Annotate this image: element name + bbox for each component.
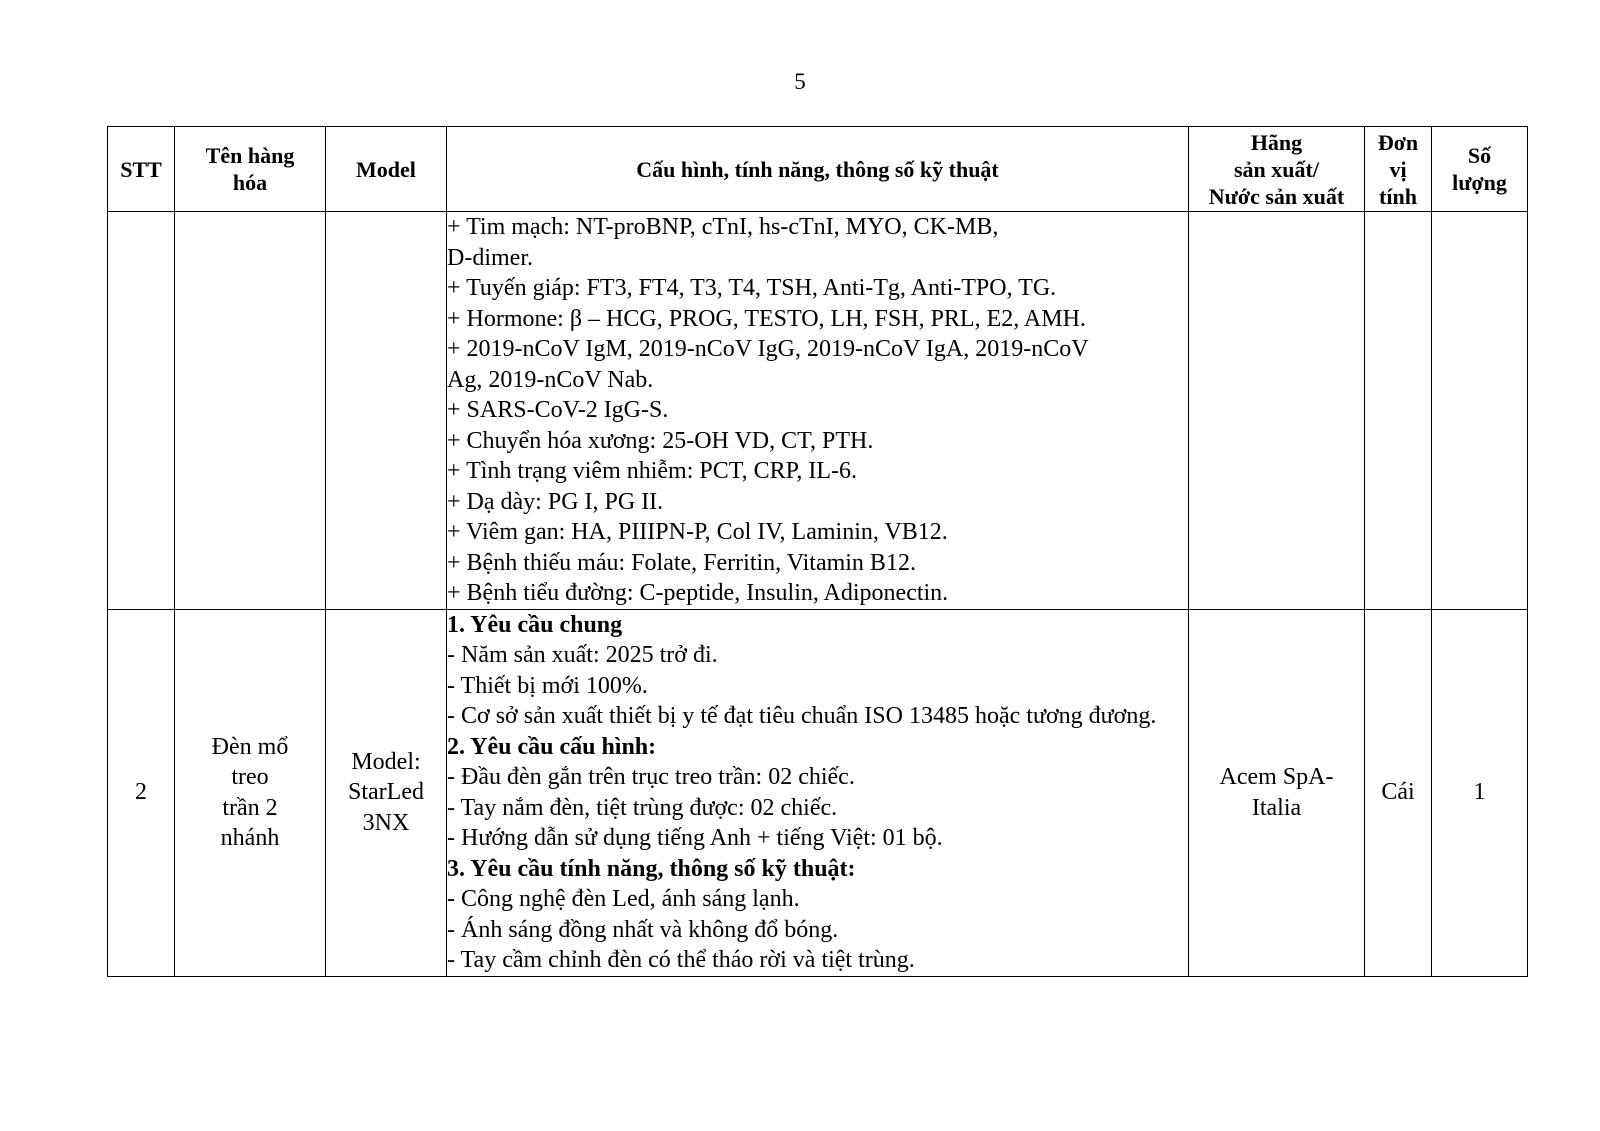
cell-stt-empty bbox=[108, 212, 175, 610]
model-line: StarLed bbox=[348, 779, 424, 806]
spec-line: - Ánh sáng đồng nhất và không đổ bóng. bbox=[447, 916, 839, 943]
item-name-line: Đèn mổ bbox=[211, 733, 289, 760]
header-specifications: Cấu hình, tính năng, thông số kỹ thuật bbox=[447, 127, 1189, 212]
spec-line: + SARS-CoV-2 IgG-S. bbox=[447, 397, 669, 423]
table-row-item-2 bbox=[108, 609, 1528, 976]
spec-heading-features: 3. Yêu cầu tính năng, thông số kỹ thuật: bbox=[447, 855, 856, 882]
table-row-continuation bbox=[108, 212, 1528, 610]
cell-model-empty bbox=[326, 212, 447, 610]
cell-model bbox=[326, 609, 447, 976]
header-manufacturer-line: Hãng bbox=[1250, 129, 1303, 155]
header-unit-line: Đơn bbox=[1377, 129, 1419, 155]
spec-line: - Năm sản xuất: 2025 trở đi. bbox=[447, 642, 718, 668]
header-manufacturer-line: sản xuất/ bbox=[1234, 156, 1319, 182]
header-item-name-line: hóa bbox=[232, 170, 268, 195]
cell-stt: 2 bbox=[108, 609, 175, 976]
header-unit-line: vị bbox=[1389, 156, 1407, 182]
header-stt: STT bbox=[108, 127, 175, 212]
model-line: Model: bbox=[351, 748, 421, 775]
cell-name-empty bbox=[175, 212, 326, 610]
cell-specifications-continued bbox=[447, 212, 1189, 610]
spec-line: - Đầu đèn gắn trên trục treo trần: 02 chiếc. bbox=[447, 764, 855, 790]
spec-line: + Hormone: β – HCG, PROG, TESTO, LH, FSH, PRL, E2, AMH. bbox=[447, 305, 1086, 332]
spec-line: + Tim mạch: NT-proBNP, cTnI, hs-cTnI, MYO, CK-MB, bbox=[447, 214, 999, 240]
header-item-name-line: Tên hàng bbox=[205, 143, 295, 168]
spec-line: + 2019-nCoV IgM, 2019-nCoV IgG, 2019-nCoV IgA, 2019-nCoV bbox=[447, 336, 1089, 362]
equipment-spec-table bbox=[107, 126, 1528, 977]
spec-line: - Thiết bị mới 100%. bbox=[447, 672, 648, 699]
header-unit-line: tính bbox=[1379, 183, 1417, 209]
cell-manufacturer bbox=[1189, 609, 1365, 976]
cell-unit: Cái bbox=[1365, 609, 1432, 976]
header-model: Model bbox=[326, 127, 447, 212]
spec-line: + Dạ dày: PG I, PG II. bbox=[447, 488, 664, 515]
header-manufacturer bbox=[1189, 127, 1365, 212]
spec-line: + Chuyển hóa xương: 25-OH VD, CT, PTH. bbox=[447, 427, 874, 454]
header-quantity bbox=[1432, 127, 1528, 212]
spec-line: - Tay nắm đèn, tiệt trùng được: 02 chiếc. bbox=[447, 794, 838, 821]
spec-line: - Hướng dẫn sử dụng tiếng Anh + tiếng Việt: 01 bộ. bbox=[447, 825, 943, 851]
spec-line-iso: - Cơ sở sản xuất thiết bị y tế đạt tiêu chuẩn ISO 13485 hoặc tương đương. bbox=[447, 703, 1157, 729]
spec-line: + Tình trạng viêm nhiễm: PCT, CRP, IL-6. bbox=[447, 458, 857, 484]
spec-line: D-dimer. bbox=[447, 244, 533, 271]
cell-manufacturer-empty bbox=[1189, 212, 1365, 610]
header-unit bbox=[1365, 127, 1432, 212]
spec-heading-general: 1. Yêu cầu chung bbox=[447, 611, 623, 638]
header-item-name bbox=[175, 127, 326, 212]
page-number: 5 bbox=[794, 69, 806, 94]
spec-line: + Bệnh tiểu đường: C-peptide, Insulin, Adiponectin. bbox=[447, 580, 949, 606]
cell-quantity-empty bbox=[1432, 212, 1528, 610]
model-line: 3NX bbox=[362, 809, 410, 836]
spec-line: - Công nghệ đèn Led, ánh sáng lạnh. bbox=[447, 886, 800, 912]
spec-line: Ag, 2019-nCoV Nab. bbox=[447, 366, 654, 393]
cell-unit-empty bbox=[1365, 212, 1432, 610]
item-name-line: treo bbox=[231, 764, 269, 790]
manufacturer-line: Italia bbox=[1251, 794, 1302, 821]
manufacturer-line: Acem SpA- bbox=[1219, 764, 1334, 790]
cell-quantity: 1 bbox=[1432, 609, 1528, 976]
header-quantity-line: lượng bbox=[1452, 170, 1507, 195]
table-header-row bbox=[108, 127, 1528, 212]
spec-line: - Tay cầm chỉnh đèn có thể tháo rời và tiệt trùng. bbox=[447, 947, 915, 973]
header-manufacturer-line: Nước sản xuất bbox=[1208, 183, 1345, 209]
item-name-line: trần 2 bbox=[222, 794, 278, 821]
spec-line: + Bệnh thiếu máu: Folate, Ferritin, Vitamin B12. bbox=[447, 549, 916, 576]
spec-line: + Viêm gan: HA, PIIIPN-P, Col IV, Laminin, VB12. bbox=[447, 519, 948, 545]
spec-line: + Tuyến giáp: FT3, FT4, T3, T4, TSH, Anti-Tg, Anti-TPO, TG. bbox=[447, 275, 1057, 301]
cell-specifications bbox=[447, 609, 1189, 976]
spec-heading-configuration: 2. Yêu cầu cấu hình: bbox=[447, 733, 657, 760]
header-quantity-line: Số bbox=[1467, 143, 1492, 168]
cell-item-name bbox=[175, 609, 326, 976]
item-name-line: nhánh bbox=[220, 825, 280, 851]
